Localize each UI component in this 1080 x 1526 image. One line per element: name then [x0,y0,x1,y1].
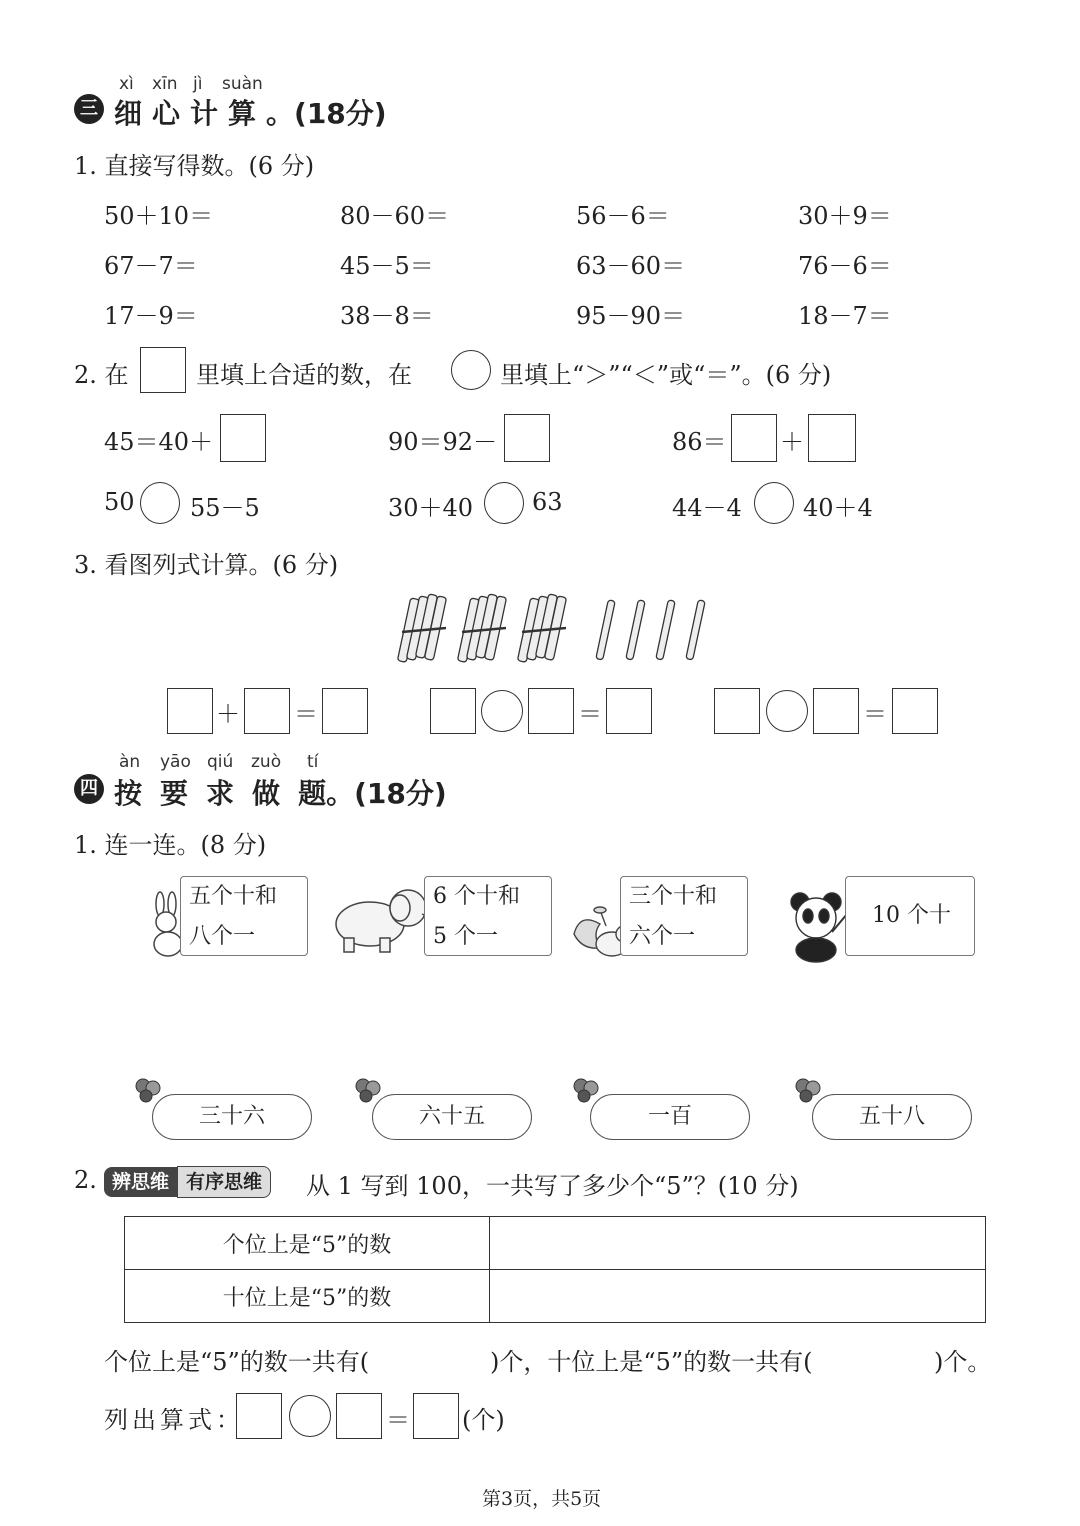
card-line-2: 八个一 [189,924,256,949]
pinyin-yao: yāo [160,752,191,772]
section-title-char: 题 [298,777,327,810]
pinyin-xin: xīn [152,74,178,94]
compare-circle[interactable] [754,482,794,524]
stick-bundle-icon [517,594,566,662]
calc-item: 18－7＝ [798,302,892,330]
pinyin-suan: suàn [222,74,263,94]
answer-box[interactable] [220,414,266,462]
card-line-1: 6 个十和 [433,884,520,909]
equals-sign: ＝ [578,700,602,728]
pinyin-zuo: zuò [251,752,282,772]
section-title-text: 细心计算 [114,97,267,130]
pinyin-qiu: qiú [207,752,234,772]
section-score: 。(18分) [326,777,447,810]
section-number-badge: 四 [74,774,104,804]
calc-item: 38－8＝ [340,302,434,330]
equals-sign: ＝ [294,700,318,728]
compare-right: 55－5 [190,494,260,522]
pinyin-xi: xì [119,74,134,94]
calc-item: 30＋9＝ [798,202,892,230]
answer-box[interactable] [336,1393,382,1439]
section-title-char: 按 [114,777,143,810]
table-row-label: 十位上是“5”的数 [125,1270,490,1323]
compare-left: 44－4 [672,494,742,522]
tag-youxu-siwei: 有序思维 [177,1166,271,1198]
compare-circle[interactable] [140,482,180,524]
formula-label: 列出算式： [104,1406,244,1434]
answer-box[interactable] [606,688,652,734]
answer-box[interactable] [813,688,859,734]
question-2-label-b: 里填上合适的数，在 [196,361,412,389]
operator-circle[interactable] [766,690,808,732]
question-2-text: 从 1 写到 100，一共写了多少个“5”？(10 分) [306,1172,799,1200]
compare-right: 63 [532,488,563,516]
question-2-label-c: 里填上“＞”“＜”或“＝”。(6 分) [500,361,832,389]
question-2-label-a: 2. 在 [74,361,129,389]
table-row [125,1217,986,1270]
fill-expression: 86＝ [672,428,727,456]
section-title [114,92,387,132]
table-row-label: 个位上是“5”的数 [125,1217,490,1270]
section-title-char: 要 [160,777,189,810]
calc-item: 45－5＝ [340,252,434,280]
section-number-badge: 三 [74,94,104,124]
fill-expression: 45＝40＋ [104,428,214,456]
stick-bundle-icon [397,594,446,662]
matching-card[interactable] [620,876,748,956]
matching-card[interactable] [180,876,308,956]
matching-card[interactable] [424,876,552,956]
card-line-2: 5 个一 [433,924,498,949]
answer-box[interactable] [167,688,213,734]
calc-item: 17－9＝ [104,302,198,330]
table-answer-cell[interactable] [490,1217,986,1270]
pinyin-ji: jì [193,74,203,94]
number-word-cloud[interactable]: 三十六 [152,1094,312,1140]
card-line-1: 10 个十 [872,903,951,928]
compare-left: 30＋40 [388,494,474,522]
section-score: 。(18分) [266,97,387,130]
answer-box[interactable] [413,1393,459,1439]
equals-sign: ＝ [863,700,887,728]
calc-item: 56－6＝ [576,202,670,230]
single-stick-icons [596,600,705,660]
answer-box[interactable] [322,688,368,734]
equals-sign: ＝ [386,1406,410,1434]
answer-box[interactable] [528,688,574,734]
section-title [114,772,447,812]
number-word-cloud[interactable]: 六十五 [372,1094,532,1140]
calc-item: 76－6＝ [798,252,892,280]
example-square-box [140,347,186,393]
operator-circle[interactable] [481,690,523,732]
calc-item: 95－90＝ [576,302,686,330]
answer-box[interactable] [731,414,777,462]
answer-box[interactable] [430,688,476,734]
plus-sign: ＋ [216,700,240,728]
compare-left: 50 [104,488,135,516]
pinyin-ti: tí [307,752,319,772]
operator-circle[interactable] [289,1395,331,1437]
question-2-number: 2. [74,1166,97,1194]
compare-right: 40＋4 [803,494,873,522]
card-line-1: 三个十和 [629,884,718,909]
answer-box[interactable] [892,688,938,734]
fill-sentence-b: )个，十位上是“5”的数一共有( [490,1348,813,1376]
answer-box[interactable] [714,688,760,734]
answer-box[interactable] [808,414,856,462]
compare-circle[interactable] [484,482,524,524]
section-title-char: 求 [206,777,235,810]
answer-box[interactable] [504,414,550,462]
question-1-label: 1. 连一连。(8 分) [74,831,267,859]
number-word-cloud[interactable]: 一百 [590,1094,750,1140]
fill-sentence-c: )个。 [934,1348,992,1376]
tag-bian-siwei: 辨思维 [104,1167,177,1197]
question-3-label: 3. 看图列式计算。(6 分) [74,551,339,579]
number-word-cloud[interactable]: 五十八 [812,1094,972,1140]
stick-bundles-illustration [396,590,716,666]
table-row [125,1270,986,1323]
question-1-label: 1. 直接写得数。(6 分) [74,152,315,180]
calc-item: 80－60＝ [340,202,450,230]
calc-item: 50＋10＝ [104,202,214,230]
table-answer-cell[interactable] [490,1270,986,1323]
card-line-2: 六个一 [629,924,696,949]
stick-bundle-icon [457,594,506,662]
count-table [124,1216,986,1323]
section-title-char: 做 [252,777,281,810]
calc-item: 63－60＝ [576,252,686,280]
plus-sign: ＋ [780,428,804,456]
answer-box[interactable] [244,688,290,734]
answer-box[interactable] [236,1393,282,1439]
unit-label: (个) [462,1406,505,1434]
fill-expression: 90＝92－ [388,428,498,456]
fill-sentence-a: 个位上是“5”的数一共有( [104,1348,370,1376]
pinyin-an: àn [119,752,141,772]
example-circle [451,350,491,390]
card-line-1: 五个十和 [189,884,278,909]
page-footer: 第3页，共5页 [482,1488,602,1510]
thinking-tag [104,1166,271,1198]
matching-card[interactable] [845,876,975,956]
calc-item: 67－7＝ [104,252,198,280]
